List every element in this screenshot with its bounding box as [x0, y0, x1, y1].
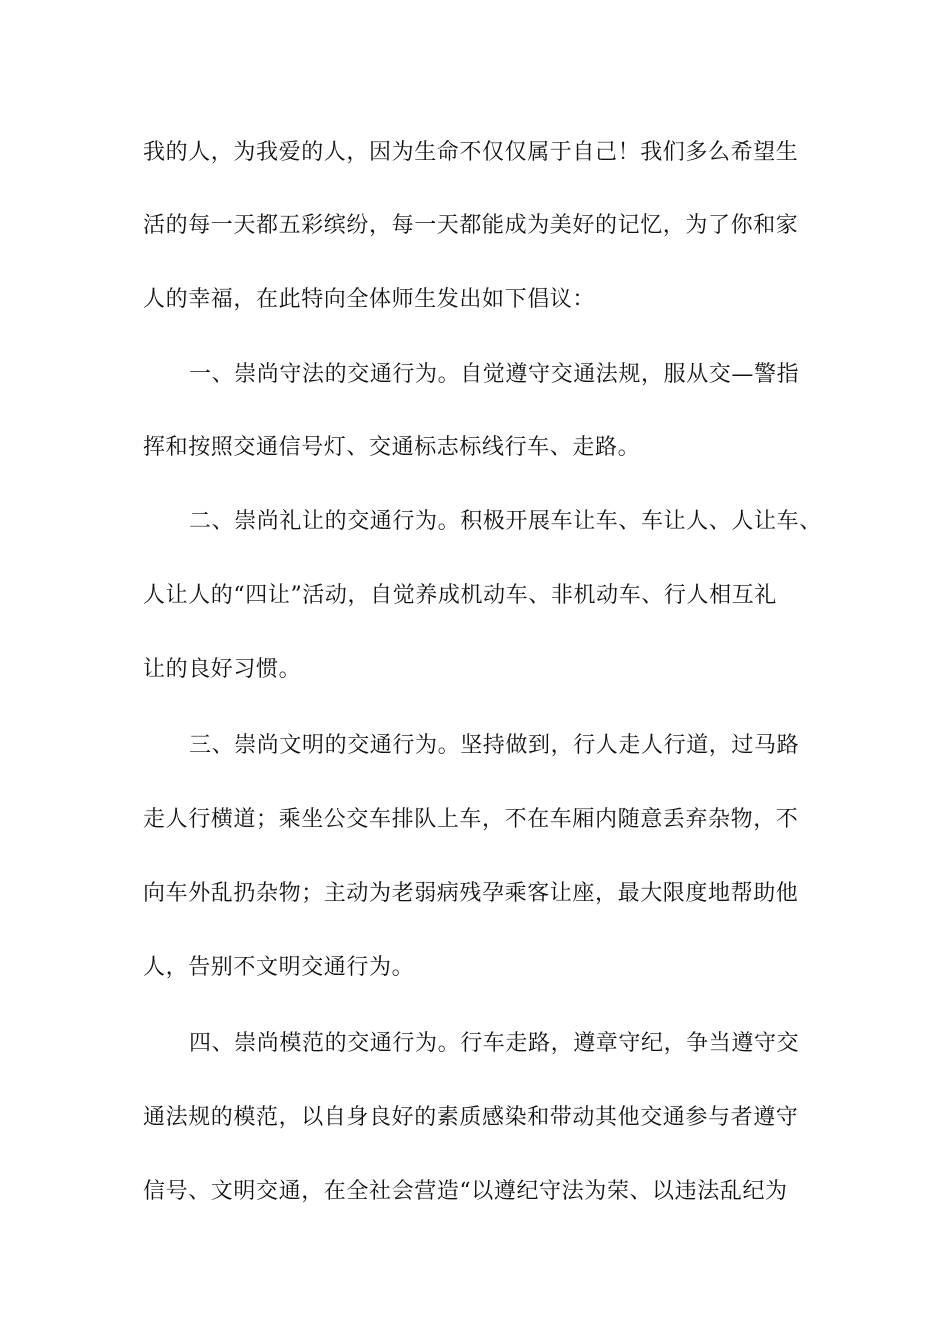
paragraph-3-line-3: 向车外乱扔杂物；主动为老弱病残孕乘客让座，最大限度地帮助他 [143, 881, 799, 906]
paragraph-3-line-1: 三、崇尚文明的交通行为。坚持做到，行人走人行道，过马路 [189, 733, 800, 758]
paragraph-4-line-3: 信号、文明交通，在全社会营造“以遵纪守法为荣、以违法乱纪为 [143, 1179, 788, 1204]
paragraph-1-line-2: 挥和按照交通信号灯、交通标志标线行车、走路。 [143, 435, 641, 460]
text-line-2: 活的每一天都五彩缤纷，每一天都能成为美好的记忆，为了你和家 [143, 213, 799, 238]
paragraph-3-line-2: 走人行横道；乘坐公交车排队上车，不在车厢内随意丢弃杂物，不 [143, 807, 799, 832]
paragraph-2-line-1: 二、崇尚礼让的交通行为。积极开展车让车、车让人、人让车、 [189, 509, 822, 534]
paragraph-2-line-2: 人让人的“四让”活动，自觉养成机动车、非机动车、行人相互礼 [143, 583, 777, 608]
paragraph-3-line-4: 人，告别不文明交通行为。 [143, 955, 415, 980]
text-line-1: 我的人，为我爱的人，因为生命不仅仅属于自己！我们多么希望生 [143, 140, 799, 165]
paragraph-4-line-2: 通法规的模范，以自身良好的素质感染和带动其他交通参与者遵守 [143, 1105, 799, 1130]
paragraph-2-line-3: 让的良好习惯。 [143, 657, 302, 682]
paragraph-4-line-1: 四、崇尚模范的交通行为。行车走路，遵章守纪，争当遵守交 [189, 1031, 800, 1056]
text-line-3: 人的幸福，在此特向全体师生发出如下倡议： [143, 287, 596, 312]
paragraph-1-line-1: 一、崇尚守法的交通行为。自觉遵守交通法规，服从交—警指 [189, 362, 800, 387]
